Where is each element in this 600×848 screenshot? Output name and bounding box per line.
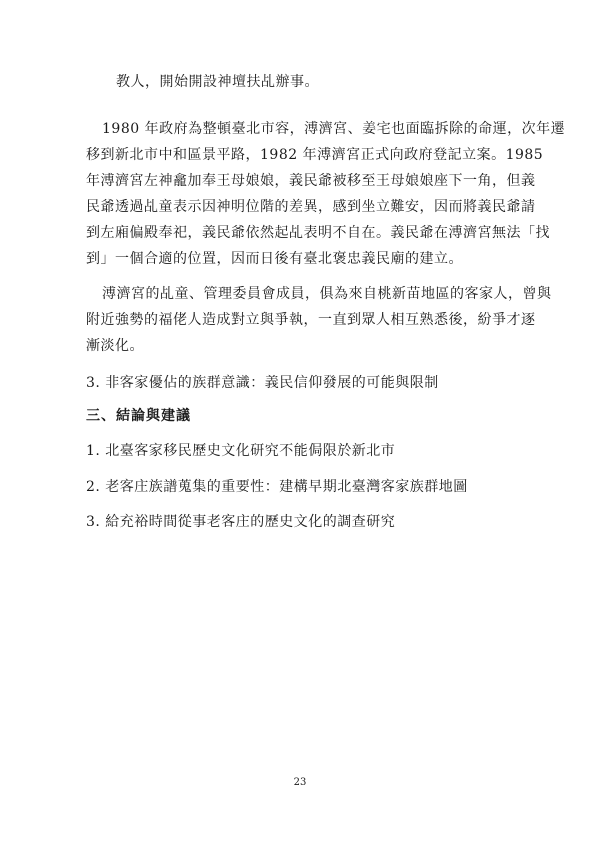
list-item-3: 3. 非客家優佔的族群意識：義民信仰發展的可能與限制: [86, 375, 439, 391]
conclusion-item-3: 3. 給充裕時間從事老客庄的歷史文化的調查研究: [86, 514, 396, 530]
text-line: 1980 年政府為整頓臺北市容，溥濟宮、姜宅也面臨拆除的命運，次年遷: [102, 121, 566, 137]
conclusion-item-1: 1. 北臺客家移民歷史文化研究不能侷限於新北市: [86, 443, 396, 459]
text-line: 附近強勢的福佬人造成對立與爭執，一直到眾人相互熟悉後，紛爭才逐: [86, 312, 536, 328]
paragraph-continuation: [116, 69, 552, 95]
page-number: 23: [293, 777, 307, 788]
section-heading: 三、結論與建議: [86, 408, 191, 424]
text-line: 到左廂偏殿奉祀，義民爺依然起乩表明不自在。義民爺在溥濟宮無法「找: [86, 225, 550, 241]
text-line: 移到新北市中和區景平路，1982 年溥濟宮正式向政府登記立案。1985: [86, 147, 544, 163]
text-line: 年溥濟宮左神龕加奉王母娘娘，義民爺被移至王母娘娘座下一角，但義: [86, 173, 536, 189]
text-line: 到」一個合適的位置，因而日後有臺北褒忠義民廟的建立。: [86, 251, 463, 267]
conclusion-item-2: 2. 老客庄族譜蒐集的重要性：建構早期北臺灣客家族群地圖: [86, 479, 468, 495]
text-line: 教人，開始開設神壇扶乩辦事。: [116, 74, 319, 90]
text-line: 民爺透過乩童表示因神明位階的差異，感到坐立難安，因而將義民爺請: [86, 199, 536, 215]
text-line: 溥濟宮的乩童、管理委員會成員，俱為來自桃新苗地區的客家人，曾與: [102, 286, 552, 302]
paragraph-hakka-community: [86, 281, 552, 359]
paragraph-1980-history: [86, 116, 566, 272]
text-line: 漸淡化。: [86, 338, 144, 354]
